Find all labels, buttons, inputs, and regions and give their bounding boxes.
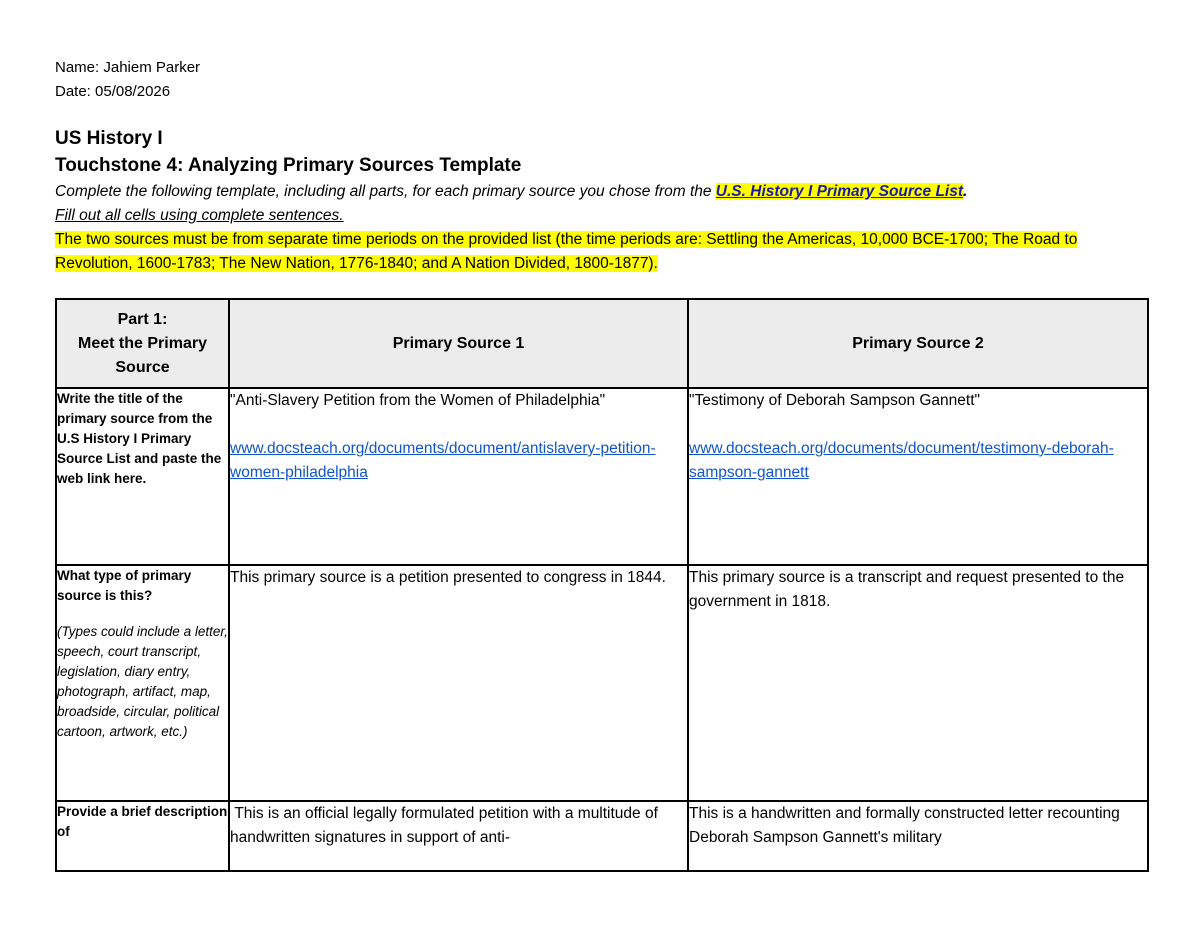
source-1-link[interactable]: www.docsteach.org/documents/document/antislavery-petition-women-philadelphia — [230, 440, 656, 481]
instructions-line-1 — [55, 180, 1155, 204]
source-2-link[interactable]: www.docsteach.org/documents/document/testimony-deborah-sampson-gannett — [689, 440, 1114, 481]
row-label-type-examples: (Types could include a letter, speech, court transcript, legislation, diary entry, photograph, artifact, map, broadside, circular, political cartoon, artwork, etc.) — [57, 624, 228, 739]
assignment-title: Touchstone 4: Analyzing Primary Sources Template — [55, 155, 522, 176]
course-heading — [55, 125, 521, 179]
row-label-title: Write the title of the primary source from the U.S History I Primary Source List and paste the web link here. — [56, 388, 229, 565]
part-header-label: Part 1: Meet the Primary Source — [78, 310, 207, 376]
source-2-description[interactable]: This is a handwritten and formally constructed letter recounting Deborah Sampson Gannett's military — [688, 801, 1148, 871]
assignment-date: Date: 05/08/2026 — [55, 83, 171, 100]
instructions-line-2: Fill out all cells using complete sentences. — [55, 207, 344, 224]
row-label-description: Provide a brief description of — [56, 801, 229, 871]
primary-sources-table — [55, 298, 1149, 872]
instructions-text: Complete the following template, including all parts, for each primary source you chose from the — [55, 183, 716, 200]
source-1-header: Primary Source 1 — [229, 299, 688, 388]
time-periods-highlight: The two sources must be from separate time periods on the provided list (the time periods are: Settling the Americas, 10,000 BCE-1700; The Road to Revolution, 1600-1783; The New Nation, 1776-1840; and A Nation Divided, 1800-1877). — [55, 231, 1078, 272]
part-header — [56, 299, 229, 388]
student-info — [55, 56, 200, 104]
table-row — [56, 565, 1148, 801]
time-periods-note — [55, 228, 1155, 276]
source-1-description[interactable]: This is an official legally formulated petition with a multitude of handwritten signatures in support of anti- — [229, 801, 688, 871]
source-2-type[interactable]: This primary source is a transcript and request presented to the government in 1818. — [688, 565, 1148, 801]
source-1-title: "Anti-Slavery Petition from the Women of Philadelphia" — [230, 392, 606, 409]
row-label-type-question: What type of primary source is this? — [57, 568, 192, 603]
primary-source-list-link[interactable]: U.S. History I Primary Source List — [715, 183, 964, 200]
row-label-type — [56, 565, 229, 801]
student-name: Name: Jahiem Parker — [55, 59, 201, 76]
instructions-period: . — [963, 183, 968, 200]
source-1-type[interactable]: This primary source is a petition presented to congress in 1844. — [229, 565, 688, 801]
table-row — [56, 801, 1148, 871]
source-1-title-cell[interactable] — [229, 388, 688, 565]
source-2-header: Primary Source 2 — [688, 299, 1148, 388]
source-2-title: "Testimony of Deborah Sampson Gannett" — [689, 392, 981, 409]
instructions — [55, 180, 1155, 276]
course-title: US History I — [55, 128, 163, 149]
table-header-row — [56, 299, 1148, 388]
table-row — [56, 388, 1148, 565]
source-2-title-cell[interactable] — [688, 388, 1148, 565]
